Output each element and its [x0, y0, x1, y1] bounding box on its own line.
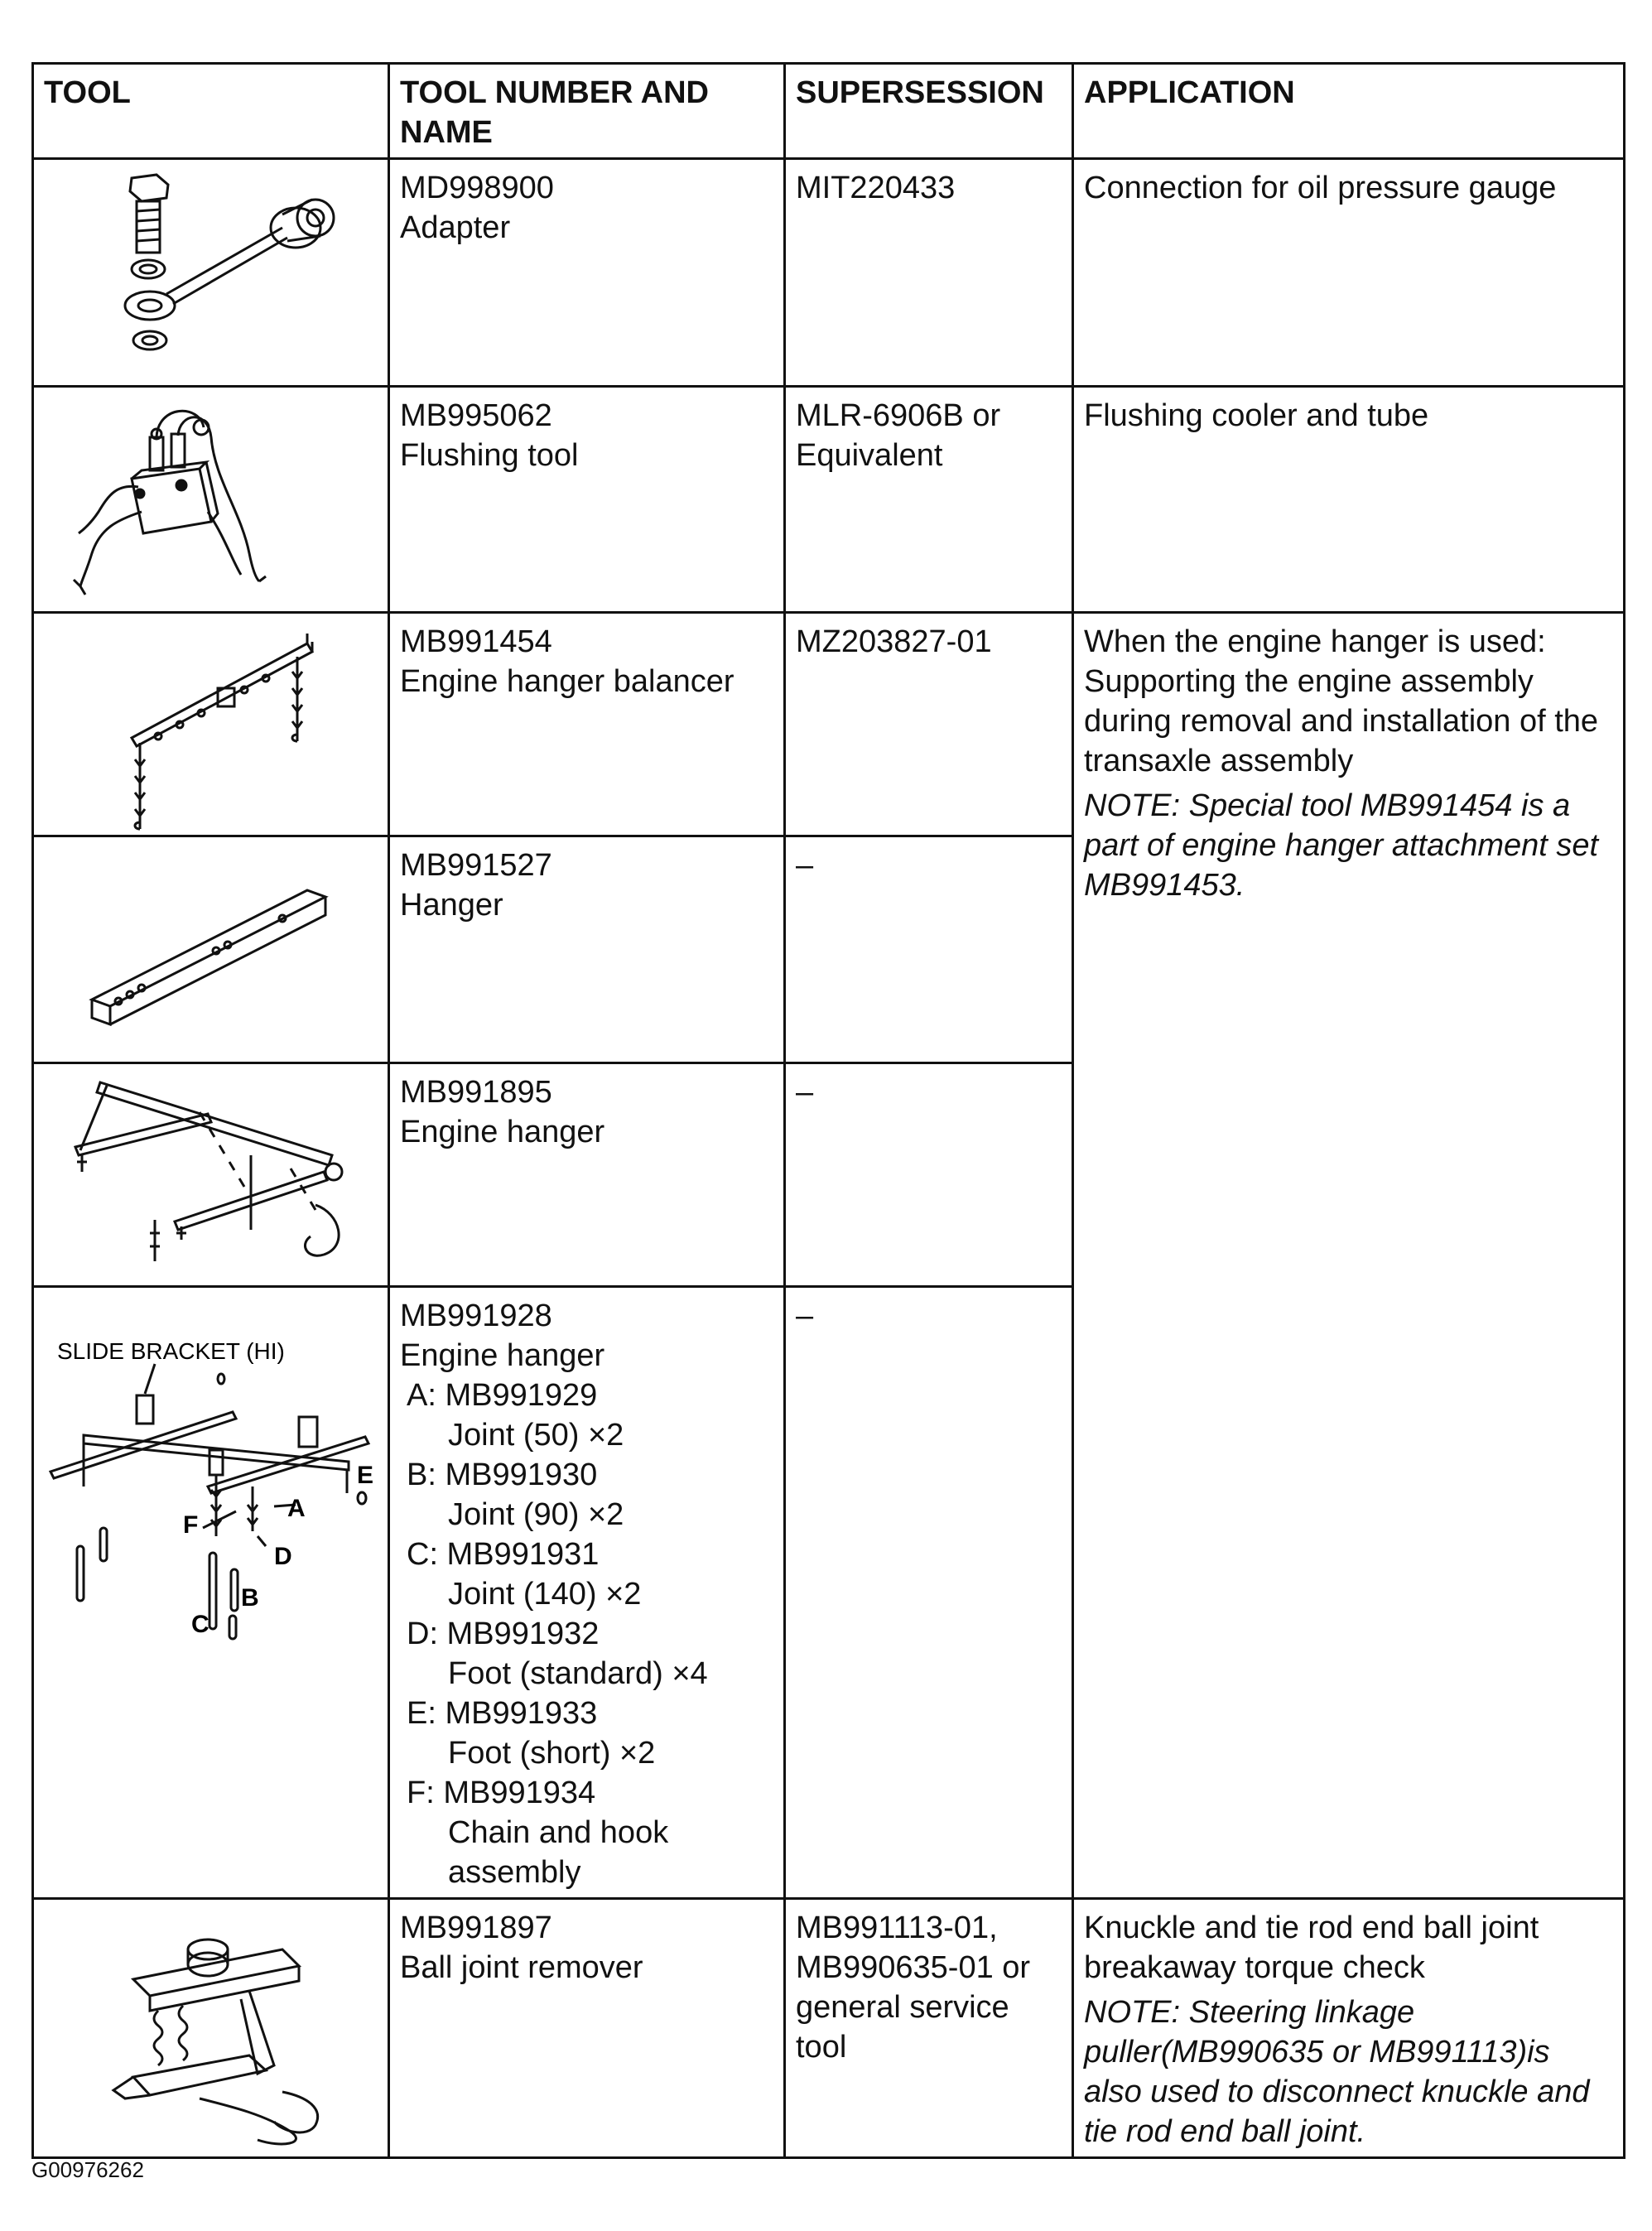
part-letter-b: B [241, 1584, 259, 1612]
part-letter-d: D [274, 1543, 292, 1570]
supersession-cell [785, 1899, 1073, 2158]
tool-name: Ball joint remover [400, 1950, 643, 1985]
ball-joint-remover-icon [34, 1900, 385, 2150]
supersession-line: tool [796, 2030, 847, 2065]
part-desc: Joint (50) ×2 [448, 1418, 624, 1453]
application-text: When the engine hanger is used: Supporting the engine assembly during removal and installation of the transaxle assembly [1084, 624, 1599, 778]
tool-name: Engine hanger balancer [400, 664, 734, 699]
application-cell: Connection for oil pressure gauge [1073, 159, 1625, 387]
part-desc: Chain and hook assembly [448, 1815, 669, 1890]
tool-number: MB991928 [400, 1299, 552, 1333]
application-cell [1073, 1899, 1625, 2158]
table-row [33, 387, 1625, 613]
tool-number-name [389, 159, 785, 387]
tool-image-cell [33, 159, 389, 387]
supersession-cell: MZ203827-01 [785, 613, 1073, 836]
tool-number: MD998900 [400, 171, 554, 205]
header-tool-number-name: TOOL NUMBER AND NAME [389, 64, 785, 159]
header-supersession: SUPERSESSION [785, 64, 1073, 159]
supersession-cell: – [785, 1287, 1073, 1899]
part-letter-f: F [183, 1511, 199, 1539]
part-desc: Foot (short) ×2 [448, 1736, 656, 1771]
special-tools-table [31, 62, 1626, 2159]
tool-image-cell [33, 836, 389, 1063]
part-code: A: MB991929 [407, 1378, 598, 1413]
supersession-cell: MIT220433 [785, 159, 1073, 387]
engine-hanger-icon [34, 1064, 385, 1284]
part-code: B: MB991930 [407, 1458, 598, 1492]
part-desc: Joint (90) ×2 [448, 1497, 624, 1532]
part-desc: Joint (140) ×2 [448, 1577, 642, 1612]
supersession-line: MB991113-01, [796, 1911, 998, 1945]
application-cell-shared [1073, 613, 1625, 1899]
part-letter-a: A [287, 1495, 306, 1522]
supersession-cell: – [785, 836, 1073, 1063]
part-code: C: MB991931 [407, 1537, 600, 1572]
table-row [33, 159, 1625, 387]
tool-number-name [389, 387, 785, 613]
table-row [33, 1899, 1625, 2158]
tool-number: MB991527 [400, 848, 552, 883]
flushing-tool-icon [34, 388, 385, 611]
hanger-icon [34, 837, 385, 1061]
tool-number: MB991895 [400, 1075, 552, 1110]
tool-image-cell [33, 613, 389, 836]
tool-number: MB995062 [400, 398, 552, 433]
tool-name: Adapter [400, 210, 511, 245]
part-letter-c: C [191, 1611, 210, 1638]
supersession-cell [785, 387, 1073, 613]
tool-number: MB991454 [400, 624, 552, 659]
tool-image-cell [33, 387, 389, 613]
tool-name: Engine hanger [400, 1338, 605, 1373]
tool-number-name [389, 613, 785, 836]
part-code: D: MB991932 [407, 1617, 600, 1651]
slide-bracket-label: SLIDE BRACKET (HI) [57, 1338, 285, 1364]
tool-number-name [389, 1287, 785, 1899]
part-code: F: MB991934 [407, 1776, 596, 1810]
part-desc: Foot (standard) ×4 [448, 1656, 708, 1691]
application-text: Knuckle and tie rod end ball joint breakaway torque check [1084, 1911, 1539, 1985]
part-letter-e: E [357, 1462, 374, 1489]
engine-hanger-balancer-icon [34, 614, 385, 834]
tool-name: Hanger [400, 888, 503, 923]
engine-hanger-set-icon [34, 1288, 385, 1889]
tool-number-name [389, 1063, 785, 1287]
table-row [33, 613, 1625, 836]
tool-name: Engine hanger [400, 1115, 605, 1149]
tool-image-cell [33, 1287, 389, 1899]
application-note: NOTE: Steering linkage puller(MB990635 or MB991113)is also used to disconnect knuckle and tie rod end ball joint. [1084, 1995, 1590, 2149]
part-code: E: MB991933 [407, 1696, 598, 1731]
adapter-icon [34, 160, 385, 385]
tool-number-name [389, 836, 785, 1063]
tool-number: MB991897 [400, 1911, 552, 1945]
tool-number-name [389, 1899, 785, 2158]
supersession-cell: – [785, 1063, 1073, 1287]
application-note: NOTE: Special tool MB991454 is a part of engine hanger attachment set MB991453. [1084, 788, 1599, 903]
supersession-line: MB990635-01 or [796, 1950, 1031, 1985]
supersession-line: general service [796, 1990, 1009, 2025]
table-header-row [33, 64, 1625, 159]
supersession-line: Equivalent [796, 438, 943, 473]
tool-name: Flushing tool [400, 438, 579, 473]
tool-image-cell [33, 1063, 389, 1287]
tool-image-cell [33, 1899, 389, 2158]
figure-id: G00976262 [31, 2157, 144, 2182]
header-application: APPLICATION [1073, 64, 1625, 159]
header-tool: TOOL [33, 64, 389, 159]
supersession-line: MLR-6906B or [796, 398, 1001, 433]
application-cell: Flushing cooler and tube [1073, 387, 1625, 613]
